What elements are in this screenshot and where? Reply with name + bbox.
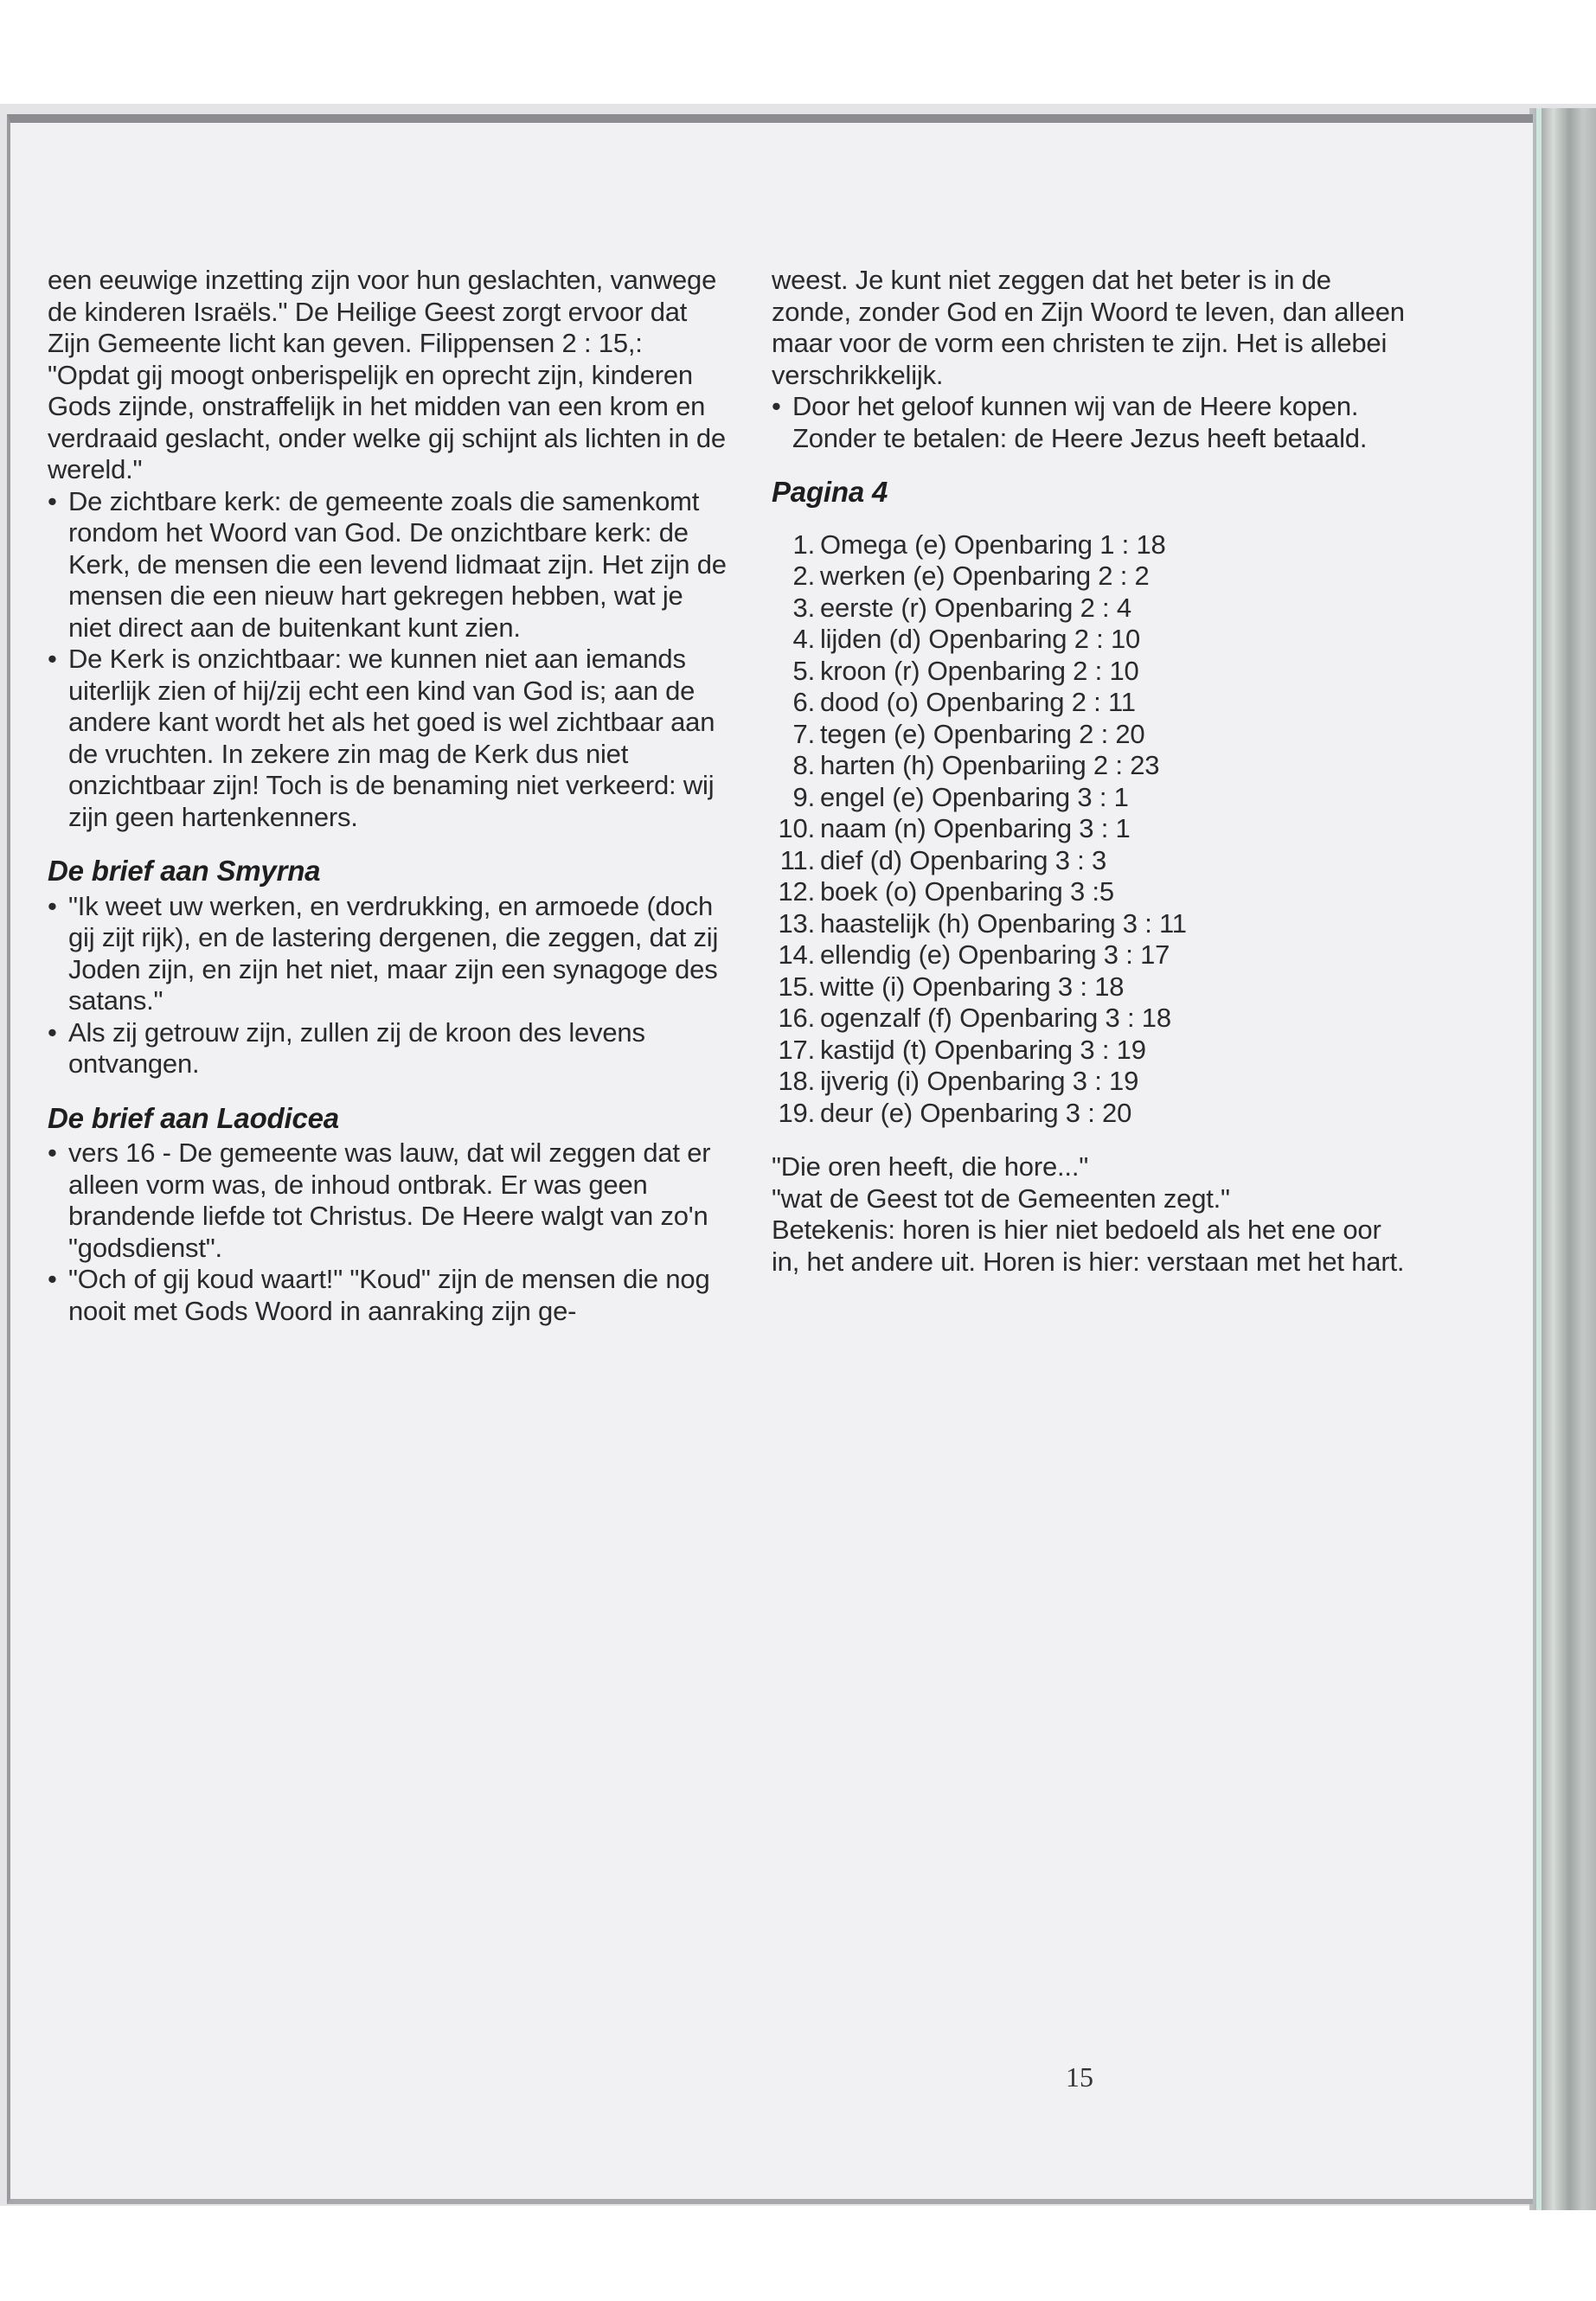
- list-text: dood (o) Openbaring 2 : 11: [820, 687, 1136, 717]
- list-text: ellendig (e) Openbaring 3 : 17: [820, 939, 1170, 970]
- list-number: 14.: [778, 939, 815, 970]
- list-number: 9.: [792, 781, 815, 812]
- list-number: 4.: [792, 624, 815, 654]
- list-text: ogenzalf (f) Openbaring 3 : 18: [820, 1003, 1171, 1033]
- list-text: ijverig (i) Openbaring 3 : 19: [820, 1066, 1139, 1096]
- list-item: [48, 891, 731, 1017]
- list-item: [772, 908, 1412, 940]
- bullet-icon: •: [772, 391, 781, 421]
- laodicea-heading: De brief aan Laodicea: [48, 1101, 339, 1134]
- list-text: naam (n) Openbaring 3 : 1: [820, 813, 1131, 843]
- list-item: [772, 719, 1412, 751]
- list-text: lijden (d) Openbaring 2 : 10: [820, 624, 1141, 654]
- bullet-icon: •: [48, 485, 57, 516]
- list-item: [772, 1098, 1412, 1130]
- list-number: 8.: [792, 750, 815, 780]
- list-item: [772, 593, 1412, 625]
- list-number: 6.: [792, 687, 815, 717]
- list-item: [772, 687, 1412, 719]
- answer-list: [772, 529, 1412, 1130]
- pagina-heading: Pagina 4: [772, 476, 888, 508]
- right-column: [772, 265, 1412, 1278]
- bullet-icon: •: [48, 1016, 57, 1048]
- bullet-text: "Och of gij koud waart!" "Koud" zijn de mensen die nog nooit met Gods Woord in aanraking zijn ge-: [68, 1264, 710, 1326]
- list-item: [772, 971, 1412, 1003]
- list-text: harten (h) Openbariing 2 : 23: [820, 750, 1160, 780]
- list-text: deur (e) Openbaring 3 : 20: [820, 1097, 1132, 1128]
- book-edge: [1529, 108, 1596, 2210]
- bullet-text: Als zij getrouw zijn, zullen zij de kroon des levens ontvangen.: [68, 1016, 645, 1079]
- list-text: engel (e) Openbaring 3 : 1: [820, 781, 1129, 812]
- list-text: kroon (r) Openbaring 2 : 10: [820, 655, 1139, 686]
- list-number: 16.: [778, 1003, 815, 1033]
- list-number: 1.: [792, 529, 815, 560]
- list-number: 17.: [778, 1034, 815, 1065]
- list-number: 3.: [792, 592, 815, 623]
- bullet-icon: •: [48, 1138, 57, 1168]
- continuation-paragraph: weest. Je kunt niet zeggen dat het beter is in de zonde, zonder God en Zijn Woord te leven, dan alleen maar voor de vorm een christen te zijn. Het is allebei verschrikkelijk.: [772, 265, 1405, 390]
- list-number: 18.: [778, 1066, 815, 1096]
- list-item: [772, 1066, 1412, 1098]
- list-item: [772, 656, 1412, 688]
- intro-paragraph: een eeuwige inzetting zijn voor hun geslachten, vanwege de kinderen Israëls." De Heilige Geest zorgt ervoor dat Zijn Gemeente licht kan geven. Filippensen 2 : 15,: "Opdat gij moogt onberispelijk en oprecht zijn, kinderen Gods zijnde, onstraffelijk in het midden van een krom en verdraaid geslacht, onder welke gij schijnt als lichten in de wereld.": [48, 265, 726, 484]
- bullet-text: vers 16 - De gemeente was lauw, dat wil zeggen dat er alleen vorm was, de inhoud ontbrak. Er was geen brandende liefde tot Christus. De Heere walgt van zo'n "godsdienst".: [68, 1138, 711, 1263]
- list-item: [48, 644, 731, 833]
- list-item: [772, 750, 1412, 782]
- list-number: 19.: [778, 1097, 815, 1128]
- list-number: 13.: [778, 907, 815, 939]
- betekenis-paragraph: Betekenis: horen is hier niet bedoeld als het ene oor in, het andere uit. Horen is hier: verstaan met het hart.: [772, 1215, 1405, 1277]
- list-item: [48, 486, 731, 644]
- list-item: [772, 813, 1412, 845]
- bullet-icon: •: [48, 1264, 57, 1294]
- list-text: witte (i) Openbaring 3 : 18: [820, 971, 1125, 1002]
- list-item: [772, 782, 1412, 814]
- list-number: 15.: [778, 971, 815, 1002]
- left-column: [48, 265, 731, 1327]
- list-item: [772, 876, 1412, 908]
- list-text: eerste (r) Openbaring 2 : 4: [820, 592, 1131, 623]
- list-text: tegen (e) Openbaring 2 : 20: [820, 718, 1145, 749]
- list-item: [48, 1138, 731, 1264]
- list-item: [772, 1035, 1412, 1067]
- list-number: 12.: [778, 876, 815, 907]
- bullet-icon: •: [48, 644, 57, 674]
- list-text: boek (o) Openbaring 3 :5: [820, 876, 1114, 907]
- list-text: Omega (e) Openbaring 1 : 18: [820, 529, 1166, 560]
- list-text: werken (e) Openbaring 2 : 2: [820, 561, 1150, 591]
- list-item: [48, 1264, 731, 1327]
- bullet-text: De Kerk is onzichtbaar: we kunnen niet aan iemands uiterlijk zien of hij/zij echt een kind van God is; aan de andere kant wordt het als het goed is wel zichtbaar aan de vruchten. In zekere zin mag de Kerk dus niet onzichtbaar zijn! Toch is de benaming niet verkeerd: wij zijn geen hartenkenners.: [68, 644, 715, 832]
- list-number: 7.: [792, 718, 815, 749]
- list-text: haastelijk (h) Openbaring 3 : 11: [820, 907, 1187, 939]
- list-item: [772, 624, 1412, 656]
- bullet-text: De zichtbare kerk: de gemeente zoals die samenkomt rondom het Woord van God. De onzichtbare kerk: de Kerk, de mensen die een levend lidmaat zijn. Het zijn de mensen die een nieuw hart gekregen hebben, wat je niet direct aan de buitenkant kunt zien.: [68, 485, 727, 643]
- bullet-icon: •: [48, 890, 57, 921]
- list-number: 5.: [792, 655, 815, 686]
- list-number: 10.: [778, 813, 815, 843]
- list-item: [772, 391, 1412, 454]
- list-number: 11.: [779, 844, 815, 875]
- quote-line-2: "wat de Geest tot de Gemeenten zegt.": [772, 1183, 1230, 1214]
- quote-block: [772, 1151, 1412, 1278]
- list-item: [772, 939, 1412, 971]
- smyrna-heading: De brief aan Smyrna: [48, 855, 321, 887]
- bullet-text: "Ik weet uw werken, en verdrukking, en armoede (doch gij zijt rijk), en de lastering dergenen, die zeggen, dat zij Joden zijn, en zijn het niet, maar zijn een synagoge des satans.": [68, 890, 719, 1016]
- list-text: kastijd (t) Openbaring 3 : 19: [820, 1034, 1146, 1065]
- list-number: 2.: [792, 561, 815, 591]
- bullet-text: Door het geloof kunnen wij van de Heere kopen. Zonder te betalen: de Heere Jezus heeft betaald.: [792, 391, 1368, 453]
- list-item: [772, 845, 1412, 877]
- list-item: [772, 529, 1412, 561]
- list-text: dief (d) Openbaring 3 : 3: [820, 844, 1107, 875]
- page-number: 15: [1066, 2061, 1093, 2093]
- list-item: [48, 1017, 731, 1080]
- quote-line-1: "Die oren heeft, die hore...": [772, 1151, 1089, 1182]
- list-item: [772, 561, 1412, 593]
- list-item: [772, 1003, 1412, 1035]
